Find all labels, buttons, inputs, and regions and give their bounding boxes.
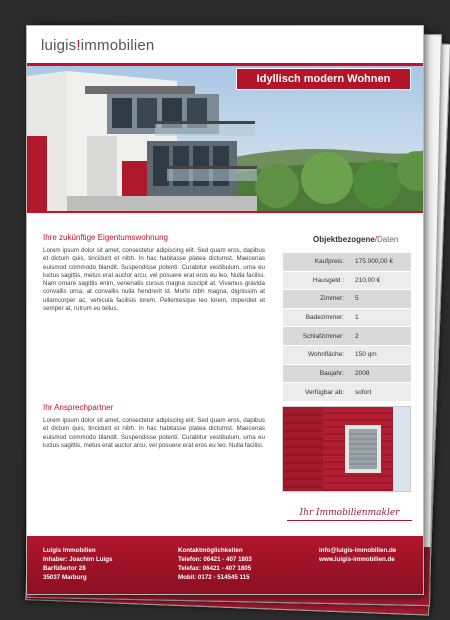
table-row — [283, 364, 411, 383]
brand-logo — [41, 37, 154, 54]
table-row — [283, 345, 411, 364]
footer-contact — [178, 546, 252, 582]
fact-value: 150 qm — [349, 345, 411, 364]
fact-label: Kaufpreis: — [283, 253, 349, 272]
brand-name-mark: ! — [76, 37, 81, 54]
agent-signature: Ihr Immobilienmakler — [287, 508, 412, 521]
footer-email-link[interactable]: info@luigis-immobilien.de — [319, 547, 397, 554]
fact-label: Verfügbar ab: — [283, 383, 349, 402]
fact-value: 210,00 € — [349, 271, 411, 290]
section-heading: Ihre zukünftige Eigentumswohnung — [43, 233, 168, 242]
footer-line: Telefax: 06421 - 407 1805 — [178, 565, 252, 572]
footer-line: Luigis Immobilien — [43, 547, 96, 554]
fact-value: sofort — [349, 383, 411, 402]
table-row — [283, 327, 411, 346]
footer-web — [319, 546, 396, 564]
table-row — [283, 253, 411, 272]
fact-label: Badezimmer: — [283, 308, 349, 327]
facade-photo — [282, 406, 411, 492]
description-section — [43, 233, 265, 313]
fact-label: Wohnfläche: — [283, 345, 349, 364]
footer-line: 35037 Marburg — [43, 574, 87, 581]
fact-label: Hausgeld : — [283, 271, 349, 290]
footer-website-link[interactable]: www.luigis-immobilien.de — [319, 556, 395, 563]
fact-label: Schlafzimmer: — [283, 327, 349, 346]
table-row — [283, 290, 411, 309]
brand-name-part1: luigis — [41, 37, 77, 54]
fact-value: 175.000,00 € — [349, 253, 411, 272]
fact-label: Baujahr: — [283, 364, 349, 383]
footer — [27, 536, 423, 594]
table-row — [283, 383, 411, 402]
table-row — [283, 271, 411, 290]
footer-line: Inhaber: Joachim Luigs — [43, 556, 113, 563]
facts-heading-rest: Daten — [377, 235, 399, 244]
fact-value: 5 — [349, 290, 411, 309]
section-body: Lorem ipsum dolor sit amet, consectetur adipiscing elit. Sed quam eros, dapibus et dictum quis, tincidunt et nibh. In hac habitasse platea dictumst. Maecenas euismod commodo blandit. Suspendisse potenti. Curabitur vestibulum, urna eu luctus sagittis, metus erat auctor arcu, vel posuere erat eros eu leo. Nulla facilisi. Nam ornare sagittis enim, venenatis cursus magna suscipit at. Vivamus gravida convallis urna, at convallis nulla hendrerit id. Morbi nibh magna, dignissim at ullamcorper ac, vehicula facilisis lorem. Pellentesque leo lorem, imperdiet et semper at, rutrum eu tellus. — [43, 247, 265, 313]
facts-heading-slash: / — [374, 235, 378, 244]
table-row — [283, 308, 411, 327]
hero-divider — [27, 211, 423, 213]
section-heading: Ihr Ansprechpartner — [43, 403, 114, 412]
section-body: Lorem ipsum dolor sit amet, consectetur adipiscing elit. Sed quam eros, dapibus et dictum quis, tincidunt et nibh. In hac habitasse platea dictumst. Maecenas euismod commodo blandit. Suspendisse potenti. Curabitur vestibulum, urna eu luctus sagittis, metus erat auctor arcu, vel posuere erat eros eu leo. Nulla facilisi. — [43, 417, 265, 449]
brand-name-part2: immobilien — [80, 37, 155, 54]
facts-heading-bold: Objektbezogene — [313, 235, 375, 244]
facts-table — [283, 252, 411, 401]
footer-line: Mobil: 0172 - 514545 115 — [178, 574, 250, 581]
contact-person-section — [43, 403, 265, 450]
fact-value: 2008 — [349, 364, 411, 383]
fact-value: 1 — [349, 308, 411, 327]
footer-line: Telefon: 06421 - 407 1803 — [178, 556, 252, 563]
fact-value: 2 — [349, 327, 411, 346]
expose-page — [26, 25, 424, 595]
footer-line: Kontaktmöglichkeiten — [178, 547, 243, 554]
hero-title: Idyllisch modern Wohnen — [236, 68, 411, 90]
footer-line: Barfüßertor 28 — [43, 565, 86, 572]
footer-company — [43, 546, 112, 582]
facts-heading — [313, 235, 398, 244]
fact-label: Zimmer: — [283, 290, 349, 309]
